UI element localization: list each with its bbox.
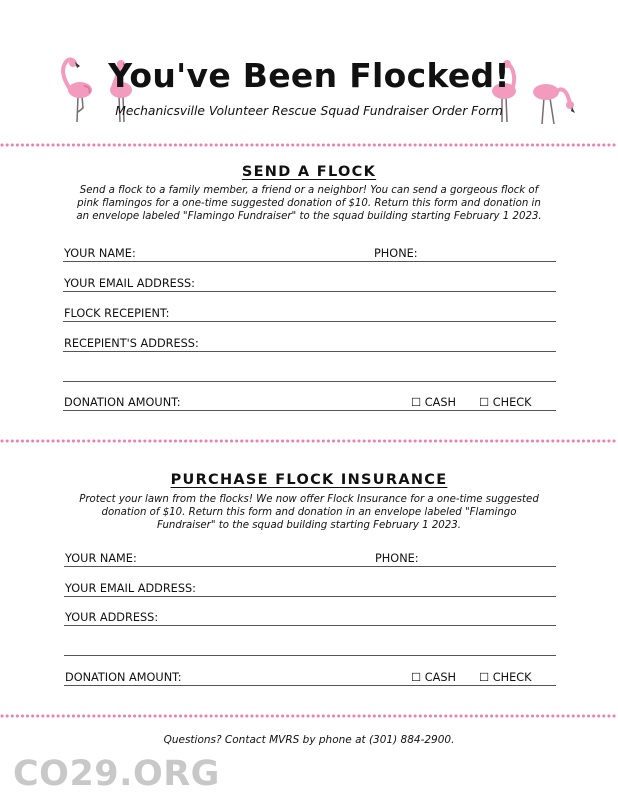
your-name-label: YOUR NAME: <box>64 247 136 260</box>
send-flock-intro: Send a flock to a family member, a friend or a neighbor! You can send a gorgeous flock of pink flamingos for a one-time suggested donation of $10. Return this form and donation in an envelope labeled "Flamingo Fundraiser" to the squad building starting February 1 2023. <box>76 185 542 222</box>
send-name-field[interactable] <box>63 245 556 262</box>
email-label: YOUR EMAIL ADDRESS: <box>65 582 196 595</box>
send-donation-field[interactable] <box>63 394 556 411</box>
dotted-divider <box>0 143 618 147</box>
recipient-address-line-2[interactable] <box>63 365 556 382</box>
insurance-donation-field[interactable] <box>64 669 556 686</box>
send-flock-title: SEND A FLOCK <box>241 164 377 180</box>
recipient-address-field[interactable] <box>63 335 556 352</box>
dotted-divider <box>0 439 618 443</box>
donation-label: DONATION AMOUNT: <box>64 396 181 409</box>
phone-label: PHONE: <box>375 552 419 565</box>
flock-insurance-intro: Protect your lawn from the flocks! We now offer Flock Insurance for a one-time suggested donation of $10. Return this form and donation in an envelope labeled "Flamingo Fundraiser" to the squad building starting February 1 2023. <box>79 494 539 531</box>
page-subtitle: Mechanicsville Volunteer Rescue Squad Fundraiser Order Form <box>115 104 503 118</box>
page-title: You've Been Flocked! <box>108 56 510 95</box>
page-header <box>0 52 618 132</box>
check-checkbox[interactable]: ☐ CHECK <box>479 671 532 684</box>
contact-footer: Questions? Contact MVRS by phone at (301) 884-2900. <box>163 734 455 746</box>
insurance-name-field[interactable] <box>64 550 556 567</box>
insurance-address-line-2[interactable] <box>64 639 556 656</box>
cash-checkbox[interactable]: ☐ CASH <box>411 396 456 409</box>
cash-checkbox[interactable]: ☐ CASH <box>411 671 456 684</box>
phone-label: PHONE: <box>374 247 418 260</box>
address-label: YOUR ADDRESS: <box>65 611 159 624</box>
flock-insurance-title: PURCHASE FLOCK INSURANCE <box>170 472 448 488</box>
send-email-field[interactable] <box>63 275 556 292</box>
insurance-address-field[interactable] <box>64 609 556 626</box>
dotted-divider <box>0 714 618 718</box>
recipient-address-label: RECEPIENT'S ADDRESS: <box>64 337 199 350</box>
recipient-field[interactable] <box>63 305 556 322</box>
recipient-label: FLOCK RECEPIENT: <box>64 307 170 320</box>
watermark: CO29.ORG <box>13 754 220 794</box>
insurance-email-field[interactable] <box>64 580 556 597</box>
check-checkbox[interactable]: ☐ CHECK <box>479 396 532 409</box>
your-name-label: YOUR NAME: <box>65 552 137 565</box>
donation-label: DONATION AMOUNT: <box>65 671 182 684</box>
email-label: YOUR EMAIL ADDRESS: <box>64 277 195 290</box>
